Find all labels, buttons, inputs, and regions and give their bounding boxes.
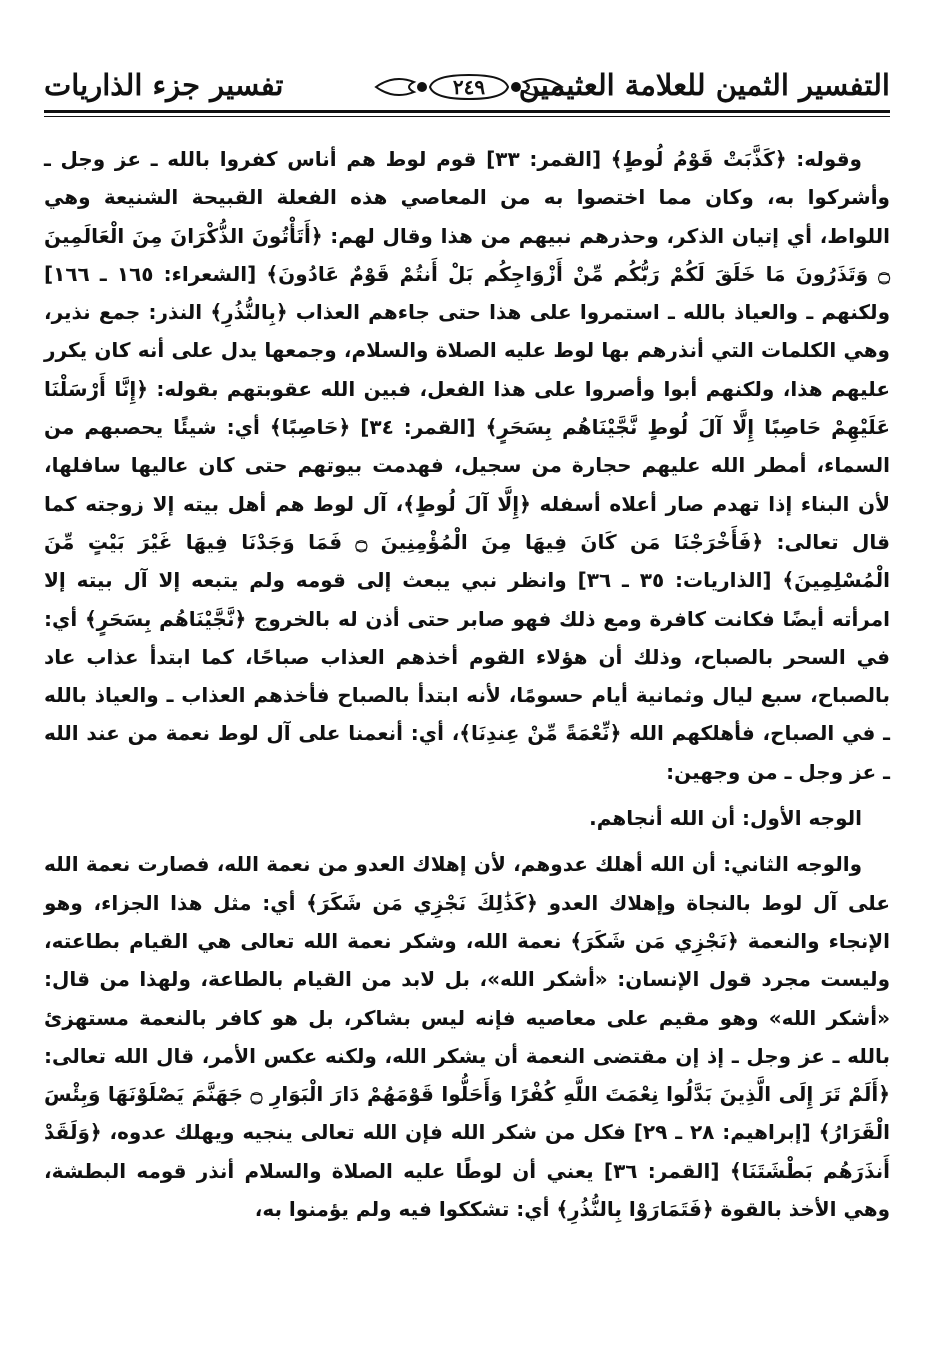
header-rule-thick (44, 110, 890, 113)
paragraph-1: وقوله: ﴿كَذَّبَتْ قَوْمُ لُوطٍ﴾ [القمر: ٣٣] قوم لوط هم أناس كفروا بالله ـ عز وجل ـ وأشركوا به، وكان مما اختصوا به من المعاصي هذه الفعلة القبيحة الشنيعة وهي اللواط، أي إتيان الذكر، وحذرهم نبيهم من هذا وقال لهم: ﴿أَتَأْتُونَ الذُّكْرَانَ مِنَ الْعَالَمِينَ ۝ وَتَذَرُونَ مَا خَلَقَ لَكُمْ رَبُّكُم مِّنْ أَزْوَاجِكُم بَلْ أَنتُمْ قَوْمٌ عَادُونَ﴾ [الشعراء: ١٦٥ ـ ١٦٦] ولكنهم ـ والعياذ بالله ـ استمروا على هذا حتى جاءهم العذاب ﴿بِالنُّذُرِ﴾ النذر: جمع نذير، وهي الكلمات التي أنذرهم بها لوط عليه الصلاة والسلام، وجمعها يدل على أنه كان يكرر عليهم هذا، ولكنهم أبوا وأصروا على هذا الفعل، فبين الله عقوبتهم بقوله: ﴿إِنَّا أَرْسَلْنَا عَلَيْهِمْ حَاصِبًا إِلَّا آلَ لُوطٍ نَّجَّيْنَاهُم بِسَحَرٍ﴾ [القمر: ٣٤] ﴿حَاصِبًا﴾ أي: شيئًا يحصبهم من السماء، أمطر الله عليهم حجارة من سجيل، فهدمت بيوتهم حتى كان عاليها سافلها، لأن البناء إذا تهدم صار أعلاه أسفله ﴿إِلَّا آلَ لُوطٍ﴾، آل لوط هم أهل بيته إلا زوجته كما قال تعالى: ﴿فَأَخْرَجْنَا مَن كَانَ فِيهَا مِنَ الْمُؤْمِنِينَ ۝ فَمَا وَجَدْنَا فِيهَا غَيْرَ بَيْتٍ مِّنَ الْمُسْلِمِينَ﴾ [الذاريات: ٣٥ ـ ٣٦] وانظر نبي يبعث إلى قومه ولم يتبعه إلا آل بيته إلا امرأته أيضًا فكانت كافرة ومع ذلك فهو صابر حتى أذن له بالخروج ﴿نَّجَّيْنَاهُم بِسَحَرٍ﴾ أي: في السحر بالصباح، وذلك أن هؤلاء القوم أخذهم العذاب صباحًا، كما ابتدأ عذاب عاد بالصباح، سبع ليال وثمانية أيام حسومًا، لأنه ابتدأ بالصباح فأخذهم العذاب ـ والعياذ بالله ـ في الصباح، فأهلكهم الله ﴿نِّعْمَةً مِّنْ عِندِنَا﴾، أي: أنعمنا على آل لوط نعمة من عند الله ـ عز وجل ـ من وجهين: (44, 147, 891, 784)
header-rule-thin (44, 116, 890, 117)
book-title: التفسير الثمين للعلامة العثيمين (518, 68, 890, 102)
page-header (44, 58, 890, 122)
page-body (44, 140, 890, 1228)
paragraph-3: والوجه الثاني: أن الله أهلك عدوهم، لأن إهلاك العدو من نعمة الله، فصارت نعمة الله على آل لوط بالنجاة وإهلاك العدو ﴿كَذَٰلِكَ نَجْزِي مَن شَكَرَ﴾ أي: مثل هذا الجزاء، وهو الإنجاء والنعمة ﴿نَجْزِي مَن شَكَرَ﴾ نعمة الله، وشكر نعمة الله تعالى هي القيام بطاعته، وليست مجرد قول الإنسان: «أشكر الله»، بل لابد من القيام بالطاعة، ولهذا من قال: «أشكر الله» وهو مقيم على معاصيه فإنه ليس بشاكر، بل هو كافر بالنعمة مستهزئ بالله ـ عز وجل ـ إذ إن مقتضى النعمة أن يشكر الله، ولكنه عكس الأمر، قال الله تعالى: ﴿أَلَمْ تَرَ إِلَى الَّذِينَ بَدَّلُوا نِعْمَتَ اللَّهِ كُفْرًا وَأَحَلُّوا قَوْمَهُمْ دَارَ الْبَوَارِ ۝ جَهَنَّمَ يَصْلَوْنَهَا وَبِئْسَ الْقَرَارُ﴾ [إبراهيم: ٢٨ ـ ٢٩] فكل من شكر الله فإن الله تعالى ينجيه ويهلك عدوه، ﴿وَلَقَدْ أَنذَرَهُم بَطْشَتَنَا﴾ [القمر: ٣٦] يعني أن لوطًا عليه الصلاة والسلام أنذر قومه البطشة، وهي الأخذ بالقوة ﴿فَتَمَارَوْا بِالنُّذُرِ﴾ أي: تشككوا فيه ولم يؤمنوا به، (44, 852, 891, 1222)
paragraph-2: الوجه الأول: أن الله أنجاهم. (589, 806, 862, 831)
section-title: تفسير جزء الذاريات (44, 68, 284, 102)
page-number: ٢٤٩ (452, 75, 486, 99)
